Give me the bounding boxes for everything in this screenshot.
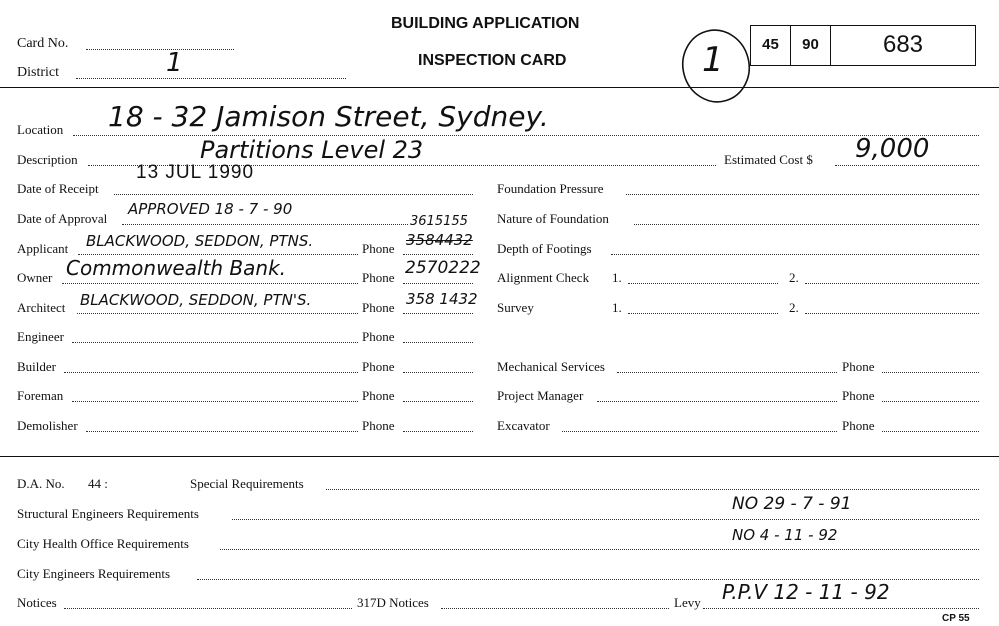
date-receipt-stamp: 13 JUL 1990 [136, 162, 255, 183]
demolisher-label: Demolisher [17, 418, 78, 433]
project-manager-phone-line [882, 401, 979, 402]
location-label: Location [17, 122, 64, 137]
engineer-line [72, 342, 358, 343]
foreman-line [72, 401, 358, 402]
architect-phone-label: Phone [362, 300, 395, 315]
engineer-phone-line [403, 342, 473, 343]
city-health-line [220, 549, 979, 550]
applicant-phone-line [403, 254, 473, 255]
foreman-phone-label: Phone [362, 388, 395, 403]
applicant-value: BLACKWOOD, SEDDON, PTNS. [86, 232, 314, 250]
structural-engineers-value: NO 29 - 7 - 91 [732, 494, 852, 514]
requirements-divider [0, 456, 999, 457]
excavator-phone-line [882, 431, 979, 432]
alignment-line-2 [805, 283, 979, 284]
project-manager-phone-label: Phone [842, 388, 875, 403]
special-requirements-label: Special Requirements [190, 476, 304, 491]
alignment-num-2: 2. [789, 270, 799, 285]
engineer-label: Engineer [17, 329, 64, 344]
circled-number: 1 [702, 40, 724, 80]
estimated-cost-line [835, 165, 979, 166]
owner-phone-value: 2570222 [405, 258, 481, 278]
form-title-line2: INSPECTION CARD [418, 52, 567, 69]
district-line [76, 78, 346, 79]
demolisher-line [86, 431, 358, 432]
card-box-2: 90 [790, 25, 831, 66]
foreman-label: Foreman [17, 388, 64, 403]
survey-line-2 [805, 313, 979, 314]
foreman-phone-line [403, 401, 473, 402]
alignment-num-1: 1. [612, 270, 622, 285]
builder-line [64, 372, 358, 373]
project-manager-line [597, 401, 837, 402]
owner-value: Commonwealth Bank. [66, 256, 287, 280]
date-approval-value: APPROVED 18 - 7 - 90 [128, 200, 293, 218]
card-number-box: 683 [830, 25, 976, 66]
builder-label: Builder [17, 359, 56, 374]
special-requirements-line [326, 489, 979, 490]
levy-line [703, 608, 979, 609]
description-value: Partitions Level 23 [200, 136, 424, 164]
alignment-line-1 [628, 283, 778, 284]
architect-phone-line [403, 313, 473, 314]
applicant-line [78, 254, 358, 255]
district-value: 1 [166, 48, 183, 78]
foundation-pressure-label: Foundation Pressure [497, 181, 604, 196]
survey-line-1 [628, 313, 778, 314]
foundation-pressure-line [626, 194, 979, 195]
mechanical-phone-label: Phone [842, 359, 875, 374]
builder-phone-label: Phone [362, 359, 395, 374]
excavator-line [562, 431, 837, 432]
owner-line [62, 283, 358, 284]
card-box-1: 45 [750, 25, 791, 66]
demolisher-phone-line [403, 431, 473, 432]
notices-317d-line [441, 608, 669, 609]
notices-line [64, 608, 352, 609]
date-approval-line [122, 224, 408, 225]
survey-num-2: 2. [789, 300, 799, 315]
location-value: 18 - 32 Jamison Street, Sydney. [108, 100, 549, 133]
depth-footings-line [611, 254, 979, 255]
da-no-value: 44 : [88, 476, 108, 491]
applicant-phone-new: 3615155 [410, 214, 468, 229]
excavator-phone-label: Phone [842, 418, 875, 433]
mechanical-services-line [617, 372, 837, 373]
date-approval-label: Date of Approval [17, 211, 108, 226]
demolisher-phone-label: Phone [362, 418, 395, 433]
architect-phone-value: 358 1432 [406, 290, 478, 308]
owner-phone-line [403, 283, 473, 284]
survey-label: Survey [497, 300, 534, 315]
mechanical-phone-line [882, 372, 979, 373]
card-no-label: Card No. [17, 36, 69, 51]
city-health-value: NO 4 - 11 - 92 [732, 526, 838, 544]
levy-value: P.P.V 12 - 11 - 92 [722, 580, 890, 604]
form-title-line1: BUILDING APPLICATION [391, 15, 580, 32]
structural-engineers-line [232, 519, 979, 520]
applicant-label: Applicant [17, 241, 69, 256]
date-receipt-line [114, 194, 473, 195]
city-engineers-label: City Engineers Requirements [17, 566, 171, 581]
district-label: District [17, 65, 59, 80]
da-no-label: D.A. No. [17, 476, 65, 491]
nature-foundation-line [634, 224, 979, 225]
owner-label: Owner [17, 270, 53, 285]
notices-label: Notices [17, 595, 57, 610]
estimated-cost-value: 9,000 [855, 134, 930, 164]
builder-phone-line [403, 372, 473, 373]
date-receipt-label: Date of Receipt [17, 181, 99, 196]
architect-value: BLACKWOOD, SEDDON, PTN'S. [80, 291, 312, 309]
survey-num-1: 1. [612, 300, 622, 315]
city-health-label: City Health Office Requirements [17, 536, 189, 551]
estimated-cost-label: Estimated Cost $ [724, 152, 813, 167]
project-manager-label: Project Manager [497, 388, 584, 403]
depth-footings-label: Depth of Footings [497, 241, 592, 256]
owner-phone-label: Phone [362, 270, 395, 285]
mechanical-services-label: Mechanical Services [497, 359, 605, 374]
architect-line [77, 313, 358, 314]
description-label: Description [17, 152, 78, 167]
structural-engineers-label: Structural Engineers Requirements [17, 506, 199, 521]
levy-label: Levy [674, 595, 701, 610]
form-code: CP 55 [942, 613, 970, 624]
applicant-phone-value: 3584432 [406, 231, 473, 249]
notices-317d-label: 317D Notices [357, 595, 429, 610]
card-no-line [86, 49, 234, 50]
applicant-phone-label: Phone [362, 241, 395, 256]
header-divider [0, 87, 999, 88]
architect-label: Architect [17, 300, 66, 315]
nature-foundation-label: Nature of Foundation [497, 211, 609, 226]
alignment-check-label: Alignment Check [497, 270, 590, 285]
engineer-phone-label: Phone [362, 329, 395, 344]
excavator-label: Excavator [497, 418, 550, 433]
